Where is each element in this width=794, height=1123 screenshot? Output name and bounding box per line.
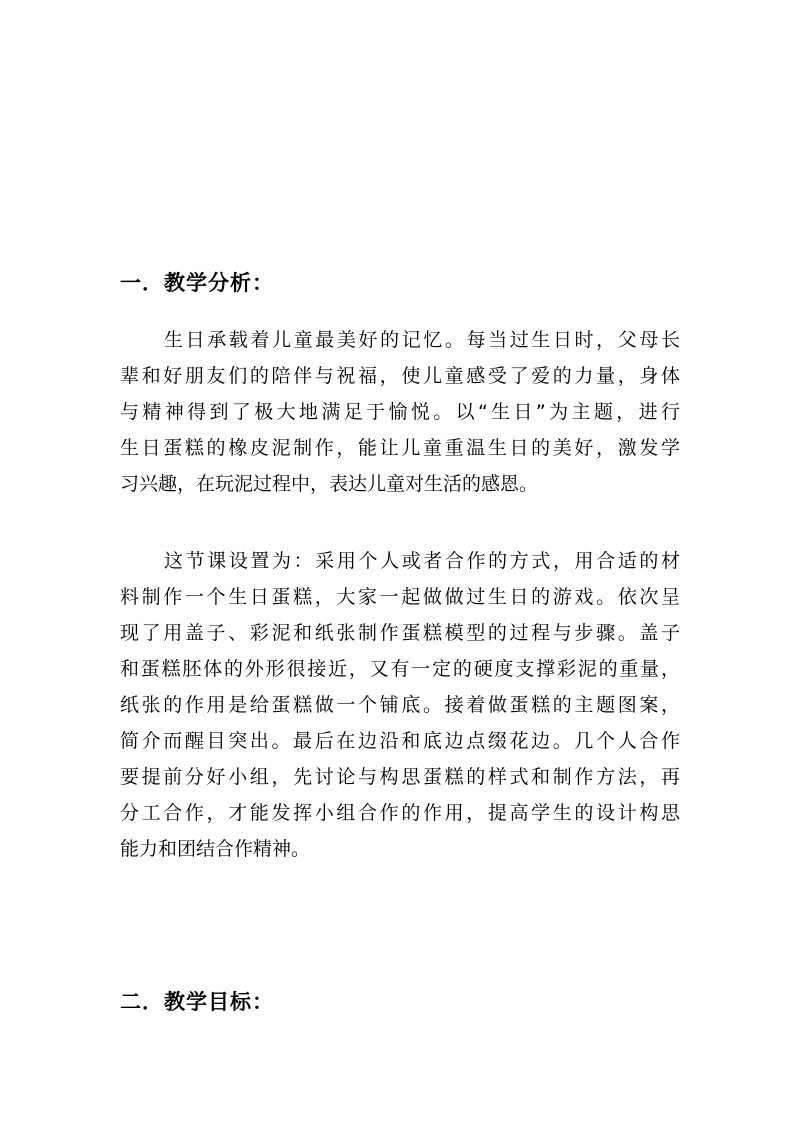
text-line: 分工合作，才能发挥小组合作的作用，提高学生的设计构思 xyxy=(120,802,680,824)
text-line: 现了用盖子、彩泥和纸张制作蛋糕模型的过程与步骤。盖子 xyxy=(120,622,680,644)
text-line: 生日蛋糕的橡皮泥制作，能让儿童重温生日的美好，激发学 xyxy=(120,437,680,459)
section-heading-objectives: 二．教学目标： xyxy=(120,990,274,1014)
text-line: 能力和团结合作精神。 xyxy=(120,838,311,860)
paragraph-lesson-setup xyxy=(120,543,680,867)
text-line: 简介而醒目突出。最后在边沿和底边点缀花边。几个人合作 xyxy=(120,730,680,752)
text-line: 料制作一个生日蛋糕，大家一起做做过生日的游戏。依次呈 xyxy=(120,586,680,608)
text-line: 纸张的作用是给蛋糕做一个铺底。接着做蛋糕的主题图案， xyxy=(120,694,680,716)
section-heading-analysis: 一．教学分析： xyxy=(120,271,274,295)
paragraph-intro xyxy=(120,322,680,502)
text-line: 要提前分好小组，先讨论与构思蛋糕的样式和制作方法，再 xyxy=(120,766,680,788)
text-line: 生日承载着儿童最美好的记忆。每当过生日时，父母长 xyxy=(164,329,680,351)
text-line: 和蛋糕胚体的外形很接近，又有一定的硬度支撑彩泥的重量， xyxy=(120,658,680,680)
text-line: 与精神得到了极大地满足于愉悦。以“生日”为主题，进行 xyxy=(120,401,680,423)
text-line: 这节课设置为：采用个人或者合作的方式，用合适的材 xyxy=(164,550,680,572)
text-line: 辈和好朋友们的陪伴与祝福，使儿童感受了爱的力量，身体 xyxy=(120,365,680,387)
text-line: 习兴趣，在玩泥过程中，表达儿童对生活的感恩。 xyxy=(120,473,539,495)
